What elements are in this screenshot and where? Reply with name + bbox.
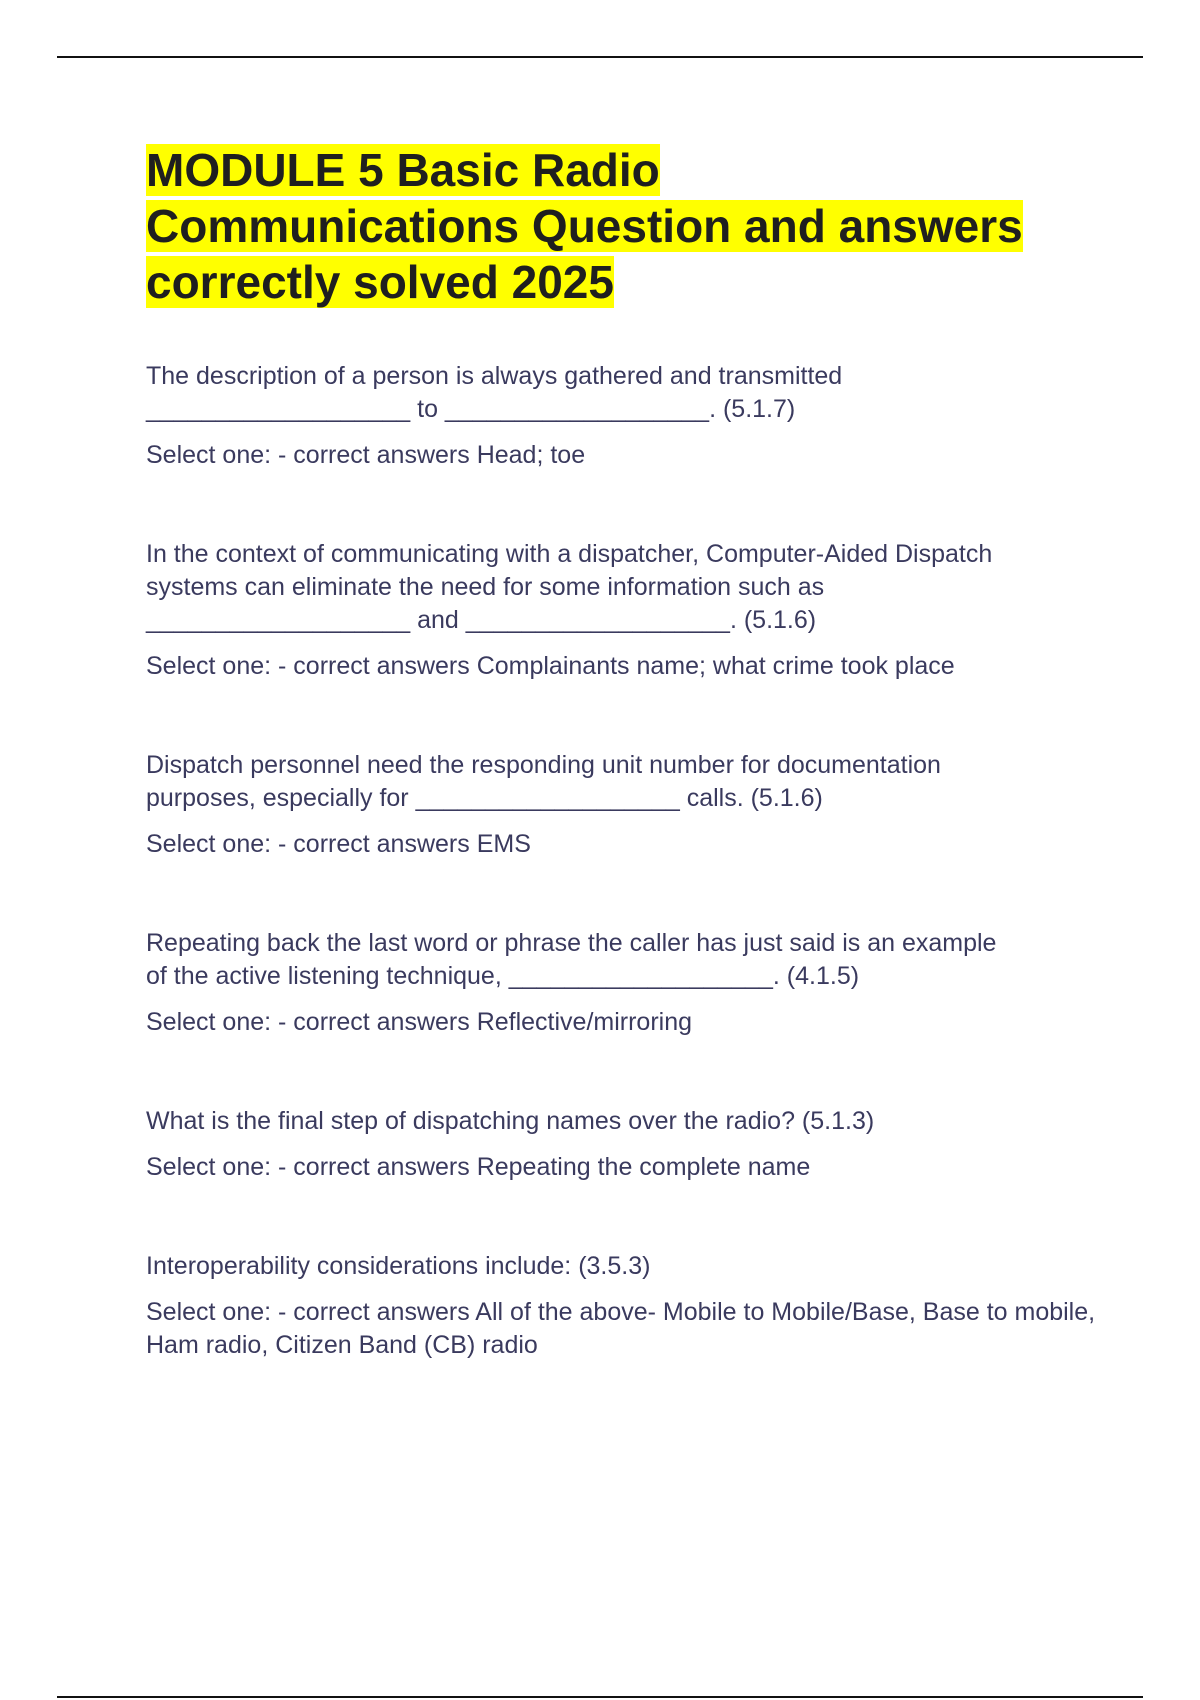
qa-item xyxy=(146,927,1106,1039)
qa-item xyxy=(146,538,1106,683)
answer-text: Select one: - correct answers EMS xyxy=(146,830,531,858)
question-text: Interoperability considerations include: (3.5.3) xyxy=(146,1252,651,1280)
qa-item xyxy=(146,360,1106,472)
answer-text: Select one: - correct answers Head; toe xyxy=(146,441,586,469)
answer-text: Select one: - correct answers Complainants name; what crime took place xyxy=(146,652,955,680)
qa-list xyxy=(146,360,1106,1362)
question-text: What is the final step of dispatching names over the radio? (5.1.3) xyxy=(146,1107,875,1135)
question-text: The description of a person is always gathered and transmitted ___________________ to ___________________. (5.1.7) xyxy=(146,362,843,423)
qa-item xyxy=(146,1105,1106,1184)
answer-text: Select one: - correct answers Repeating the complete name xyxy=(146,1153,811,1181)
question-text: Dispatch personnel need the responding unit number for documentation purposes, especially for ___________________ calls. (5.1.6) xyxy=(146,751,941,812)
question-text: In the context of communicating with a dispatcher, Computer-Aided Dispatch systems can eliminate the need for some information such as ___________________ and ___________________. (5.1.6) xyxy=(146,540,993,634)
answer-text: Select one: - correct answers Reflective/mirroring xyxy=(146,1008,693,1036)
title-line: Communications Question and answers xyxy=(146,200,1023,252)
document-body xyxy=(146,142,1106,1428)
title-line: correctly solved 2025 xyxy=(146,256,614,308)
qa-item xyxy=(146,749,1106,861)
header-rule xyxy=(57,56,1143,58)
answer-text: Select one: - correct answers All of the above- Mobile to Mobile/Base, Base to mobile, Ham radio, Citizen Band (CB) radio xyxy=(146,1298,1096,1359)
qa-item xyxy=(146,1250,1106,1362)
question-text: Repeating back the last word or phrase the caller has just said is an example of the active listening technique, ___________________. (4.1.5) xyxy=(146,929,997,990)
title-line: MODULE 5 Basic Radio xyxy=(146,144,660,196)
footer-rule xyxy=(57,1696,1143,1698)
document-title xyxy=(146,142,1106,310)
